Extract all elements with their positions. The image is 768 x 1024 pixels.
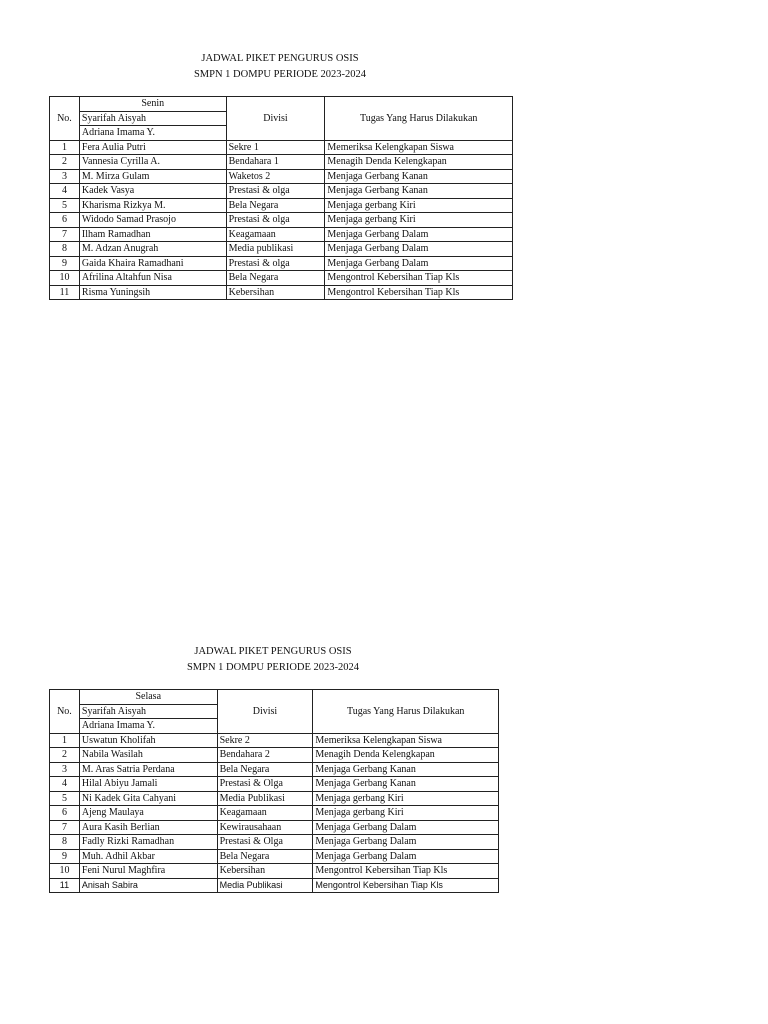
schedule-title: [93, 644, 453, 676]
member-tugas: Menjaga Gerbang Dalam: [325, 242, 513, 257]
row-number: 4: [50, 184, 80, 199]
member-divisi: Prestasi & Olga: [217, 835, 313, 850]
row-number: 5: [50, 198, 80, 213]
member-name: Anisah Sabira: [79, 878, 217, 893]
row-number: 7: [50, 227, 80, 242]
member-tugas: Menjaga Gerbang Dalam: [313, 835, 499, 850]
table-row: [50, 155, 513, 170]
row-number: 10: [50, 271, 80, 286]
table-row: [50, 285, 513, 300]
schedule-title: [100, 51, 460, 83]
member-name: Fera Aulia Putri: [79, 140, 226, 155]
title-line-2: SMPN 1 DOMPU PERIODE 2023-2024: [193, 69, 367, 80]
row-number: 8: [50, 835, 80, 850]
member-divisi: Bendahara 1: [226, 155, 325, 170]
member-divisi: Bela Negara: [226, 198, 325, 213]
member-divisi: Keagamaan: [217, 806, 313, 821]
leader-1: Syarifah Aisyah: [79, 111, 226, 126]
table-row: [50, 271, 513, 286]
table-row: [50, 242, 513, 257]
member-tugas: Memeriksa Kelengkapan Siswa: [325, 140, 513, 155]
member-divisi: Bendahara 2: [217, 748, 313, 763]
member-name: Hilal Abiyu Jamali: [79, 777, 217, 792]
schedule-table-senin: [49, 96, 513, 300]
no-header: No.: [50, 690, 80, 734]
member-divisi: Media Publikasi: [217, 791, 313, 806]
table-row: [50, 791, 499, 806]
table-row: [50, 777, 499, 792]
leader-1: Syarifah Aisyah: [79, 704, 217, 719]
member-name: Gaida Khaira Ramadhani: [79, 256, 226, 271]
table-row: [50, 806, 499, 821]
table-row: [50, 256, 513, 271]
member-tugas: Menagih Denda Kelengkapan: [325, 155, 513, 170]
member-tugas: Mengontrol Kebersihan Tiap Kls: [313, 864, 499, 879]
title-line-1: JADWAL PIKET PENGURUS OSIS: [194, 646, 352, 657]
tugas-header: Tugas Yang Harus Dilakukan: [313, 690, 499, 734]
table-row: [50, 184, 513, 199]
member-tugas: Menjaga Gerbang Kanan: [325, 169, 513, 184]
member-tugas: Menjaga Gerbang Dalam: [313, 849, 499, 864]
table-row: [50, 835, 499, 850]
member-name: Widodo Samad Prasojo: [79, 213, 226, 228]
table-row: [50, 140, 513, 155]
member-name: Muh. Adhil Akbar: [79, 849, 217, 864]
schedule-table-selasa: [49, 689, 499, 893]
leader-2: Adriana Imama Y.: [79, 126, 226, 141]
row-number: 11: [50, 878, 80, 893]
title-line-1: JADWAL PIKET PENGURUS OSIS: [201, 53, 359, 64]
table-row: [50, 849, 499, 864]
member-divisi: Kewirausahaan: [217, 820, 313, 835]
row-number: 11: [50, 285, 80, 300]
member-name: M. Mirza Gulam: [79, 169, 226, 184]
row-number: 6: [50, 213, 80, 228]
member-divisi: Prestasi & olga: [226, 256, 325, 271]
member-tugas: Menjaga gerbang Kiri: [313, 791, 499, 806]
member-divisi: Bela Negara: [226, 271, 325, 286]
divisi-header: Divisi: [217, 690, 313, 734]
row-number: 3: [50, 169, 80, 184]
row-number: 4: [50, 777, 80, 792]
row-number: 9: [50, 849, 80, 864]
table-row: [50, 864, 499, 879]
member-tugas: Menjaga gerbang Kiri: [325, 198, 513, 213]
title-line-2: SMPN 1 DOMPU PERIODE 2023-2024: [186, 662, 360, 673]
member-tugas: Menjaga Gerbang Dalam: [325, 256, 513, 271]
member-divisi: Prestasi & olga: [226, 213, 325, 228]
member-name: Fadly Rizki Ramadhan: [79, 835, 217, 850]
member-divisi: Kebersihan: [217, 864, 313, 879]
header-row: [50, 690, 499, 705]
no-header: No.: [50, 97, 80, 141]
row-number: 8: [50, 242, 80, 257]
member-tugas: Menjaga Gerbang Dalam: [313, 820, 499, 835]
table-row: [50, 733, 499, 748]
member-name: Nabila Wasilah: [79, 748, 217, 763]
row-number: 5: [50, 791, 80, 806]
day-header: Selasa: [79, 690, 217, 705]
member-divisi: Kebersihan: [226, 285, 325, 300]
member-tugas: Menjaga Gerbang Kanan: [313, 777, 499, 792]
member-name: Ni Kadek Gita Cahyani: [79, 791, 217, 806]
table-row: [50, 762, 499, 777]
member-name: M. Aras Satria Perdana: [79, 762, 217, 777]
member-tugas: Menjaga Gerbang Kanan: [325, 184, 513, 199]
row-number: 2: [50, 155, 80, 170]
member-tugas: Mengontrol Kebersihan Tiap Kls: [325, 271, 513, 286]
member-name: Kadek Vasya: [79, 184, 226, 199]
row-number: 9: [50, 256, 80, 271]
member-divisi: Prestasi & Olga: [217, 777, 313, 792]
member-divisi: Media publikasi: [226, 242, 325, 257]
day-header: Senin: [79, 97, 226, 112]
row-number: 6: [50, 806, 80, 821]
member-divisi: Keagamaan: [226, 227, 325, 242]
member-name: Kharisma Rizkya M.: [79, 198, 226, 213]
member-tugas: Menjaga Gerbang Kanan: [313, 762, 499, 777]
table-row: [50, 748, 499, 763]
row-number: 1: [50, 733, 80, 748]
member-name: Risma Yuningsih: [79, 285, 226, 300]
member-divisi: Sekre 1: [226, 140, 325, 155]
member-divisi: Bela Negara: [217, 849, 313, 864]
member-tugas: Mengontrol Kebersihan Tiap Kls: [313, 878, 499, 893]
member-divisi: Prestasi & olga: [226, 184, 325, 199]
row-number: 1: [50, 140, 80, 155]
member-tugas: Menjaga gerbang Kiri: [325, 213, 513, 228]
tugas-header: Tugas Yang Harus Dilakukan: [325, 97, 513, 141]
leader-2: Adriana Imama Y.: [79, 719, 217, 734]
member-divisi: Media Publikasi: [217, 878, 313, 893]
member-tugas: Menagih Denda Kelengkapan: [313, 748, 499, 763]
member-name: Ilham Ramadhan: [79, 227, 226, 242]
row-number: 2: [50, 748, 80, 763]
member-tugas: Memeriksa Kelengkapan Siswa: [313, 733, 499, 748]
divisi-header: Divisi: [226, 97, 325, 141]
row-number: 10: [50, 864, 80, 879]
member-divisi: Waketos 2: [226, 169, 325, 184]
row-number: 3: [50, 762, 80, 777]
table-row: [50, 878, 499, 893]
table-row: [50, 227, 513, 242]
table-row: [50, 198, 513, 213]
member-name: Afrilina Altahfun Nisa: [79, 271, 226, 286]
member-divisi: Bela Negara: [217, 762, 313, 777]
table-row: [50, 820, 499, 835]
table-row: [50, 169, 513, 184]
member-name: M. Adzan Anugrah: [79, 242, 226, 257]
member-name: Vannesia Cyrilla A.: [79, 155, 226, 170]
member-name: Feni Nurul Maghfira: [79, 864, 217, 879]
member-name: Uswatun Kholifah: [79, 733, 217, 748]
member-tugas: Menjaga gerbang Kiri: [313, 806, 499, 821]
row-number: 7: [50, 820, 80, 835]
member-divisi: Sekre 2: [217, 733, 313, 748]
member-tugas: Mengontrol Kebersihan Tiap Kls: [325, 285, 513, 300]
member-tugas: Menjaga Gerbang Dalam: [325, 227, 513, 242]
header-row: [50, 97, 513, 112]
member-name: Aura Kasih Berlian: [79, 820, 217, 835]
member-name: Ajeng Maulaya: [79, 806, 217, 821]
table-row: [50, 213, 513, 228]
